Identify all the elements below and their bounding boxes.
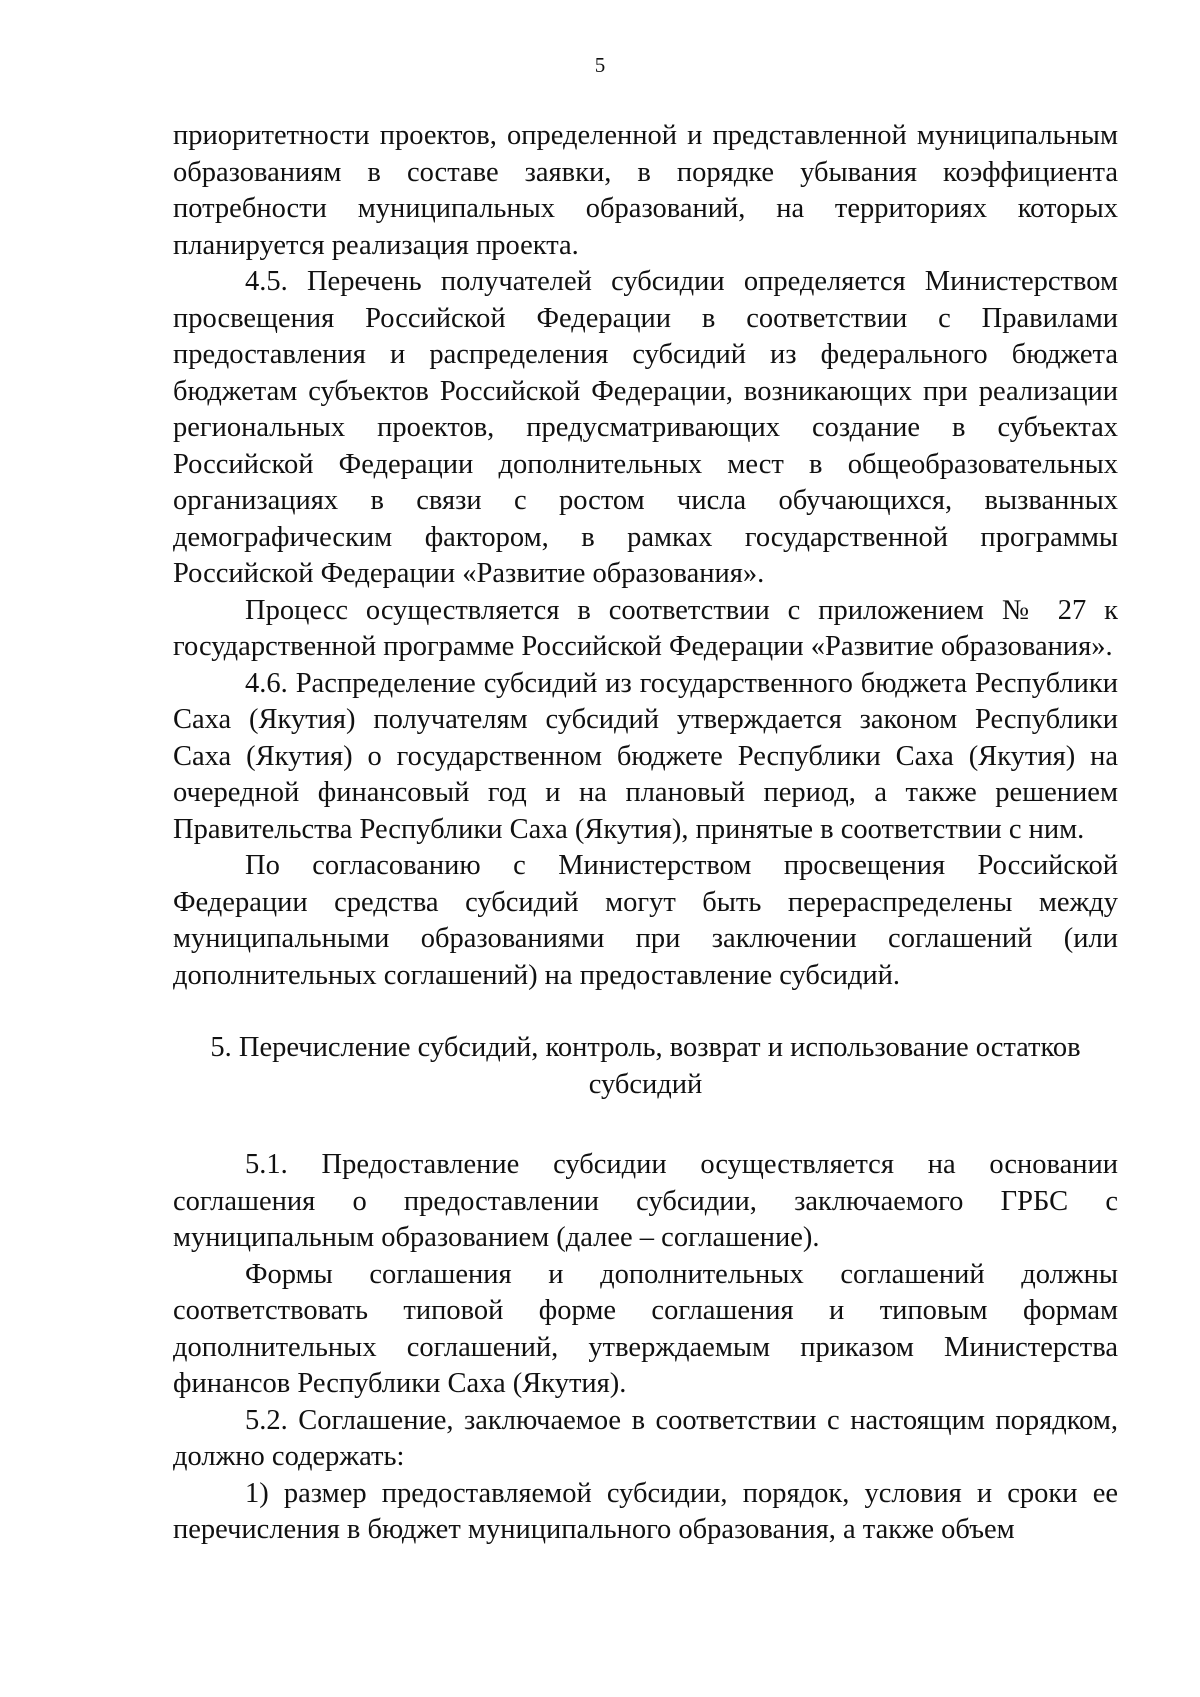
section-heading-line-2: субсидий: [588, 1068, 703, 1100]
paragraph-4-6: 4.6. Распределение субсидий из государственного бюджета Республики Саха (Якутия) получателям субсидий утверждается законом Республики Саха (Якутия) о государственном бюджете Республики Саха (Якутия) на очередной финансовый год и на плановый период, а также решением Правительства Республики Саха (Якутия), принятые в соответствии с ним.: [173, 667, 1118, 845]
section-heading-line-1: 5. Перечисление субсидий, контроль, возврат и использование остатков: [210, 1032, 1081, 1063]
paragraph-formy: Формы соглашения и дополнительных соглашений должны соответствовать типовой форме соглашения и типовым формам дополнительных соглашений, утверждаемым приказом Министерства финансов Республики Саха (Якутия).: [173, 1258, 1118, 1399]
paragraph-item-1: 1) размер предоставляемой субсидии, порядок, условия и сроки ее перечисления в бюджет муниципального образования, а также объем: [173, 1477, 1118, 1545]
paragraph-process: Процесс осуществляется в соответствии с приложением № 27 к государственной программе Российской Федерации «Развитие образования».: [173, 594, 1118, 662]
page-number: 5: [594, 53, 606, 77]
paragraph-4-5: 4.5. Перечень получателей субсидии определяется Министерством просвещения Российской Федерации в соответствии с Правилами предоставления и распределения субсидий из федерального бюджета бюджетам субъектов Российской Федерации, возникающих при реализации региональных проектов, предусматривающих создание в субъектах Российской Федерации дополнительных мест в общеобразовательных организациях в связи с ростом числа обучающихся, вызванных демографическим фактором, в рамках государственной программы Российской Федерации «Развитие образования».: [173, 266, 1118, 589]
paragraph-soglasovanie: По согласованию с Министерством просвещения Российской Федерации средства субсидий могут быть перераспределены между муниципальными образованиями при заключении соглашений (или дополнительных соглашений) на предоставление субсидий.: [173, 850, 1118, 991]
section-heading: [173, 1030, 1118, 1103]
paragraph-5-1: 5.1. Предоставление субсидии осуществляется на основании соглашения о предоставлении субсидии, заключаемого ГРБС с муниципальным образованием (далее – соглашение).: [173, 1149, 1118, 1253]
paragraph-continuation: приоритетности проектов, определенной и представленной муниципальным образованиям в составе заявки, в порядке убывания коэффициента потребности муниципальных образований, на территориях которых планируется реализация проекта.: [173, 120, 1118, 261]
document-body: [173, 118, 1118, 1549]
paragraph-5-2: 5.2. Соглашение, заключаемое в соответствии с настоящим порядком, должно содержать:: [173, 1404, 1118, 1472]
heading-spacer: [173, 1103, 1118, 1147]
